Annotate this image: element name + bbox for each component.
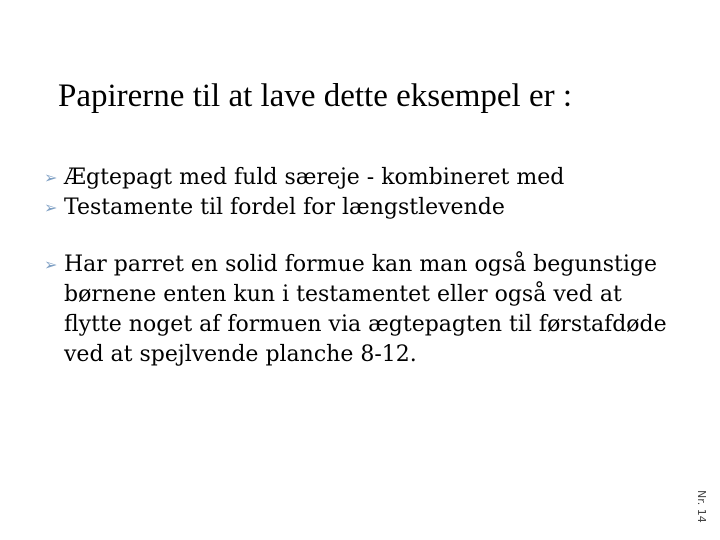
bullet-text: Ægtepagt med fuld særeje - kombineret med: [64, 165, 565, 190]
bullet-item: [44, 250, 684, 370]
bullet-text: Har parret en solid formue kan man også begunstige børnene enten kun i testamentet eller også ved at flytte noget af formuen via ægtepagten til førstafdøde ved at spejlvende planche 8-12.: [64, 252, 667, 367]
slide-title: Papirerne til at lave dette eksempel er :: [58, 78, 573, 114]
bullet-text: Testamente til fordel for længstlevende: [64, 195, 505, 220]
bullet-item: [44, 163, 684, 193]
slide-number: Nr. 14: [695, 490, 708, 523]
bullet-list: [44, 163, 684, 370]
bullet-arrow-icon: ➢: [44, 198, 58, 217]
bullet-item: [44, 193, 684, 223]
bullet-arrow-icon: ➢: [44, 168, 58, 187]
bullet-arrow-icon: ➢: [44, 255, 58, 274]
